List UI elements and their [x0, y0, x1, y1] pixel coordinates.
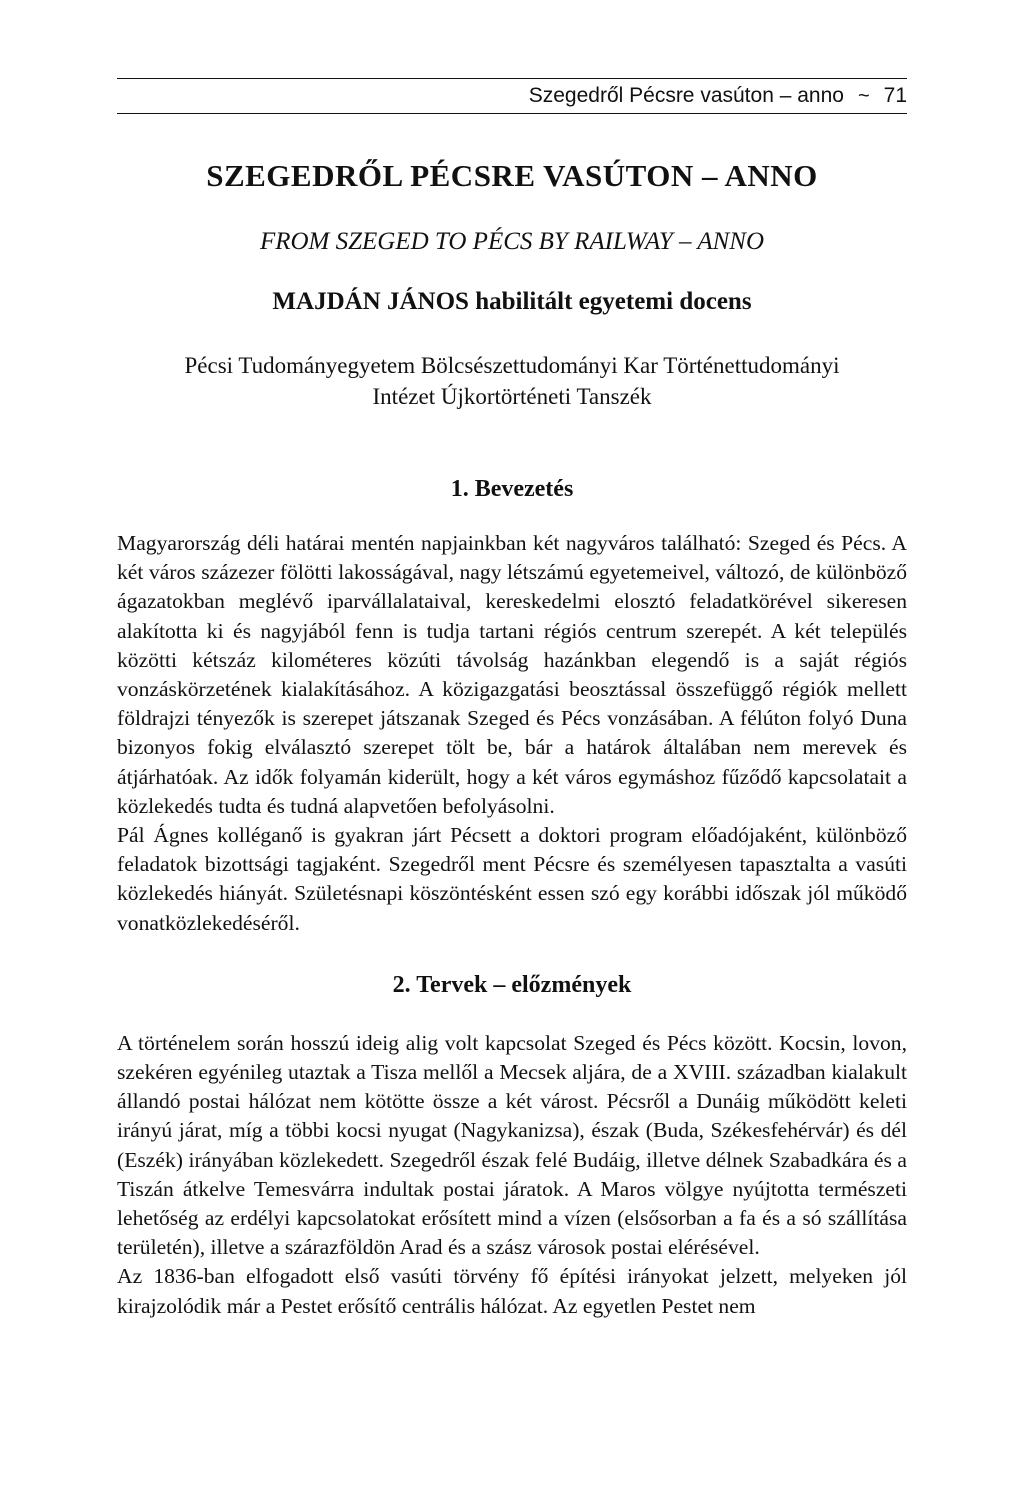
affiliation-line: Pécsi Tudományegyetem Bölcsészettudományi Kar Történettudományi: [184, 353, 840, 378]
section-heading: 2. Tervek – előzmények: [392, 971, 632, 998]
paragraph-text: Pál Ágnes kolléganő is gyakran járt Pécsett a doktori program előadójaként, különböző feladatok bizottsági tagjaként. Szegedről ment Pécsre és személyesen tapasztalta a vasúti közlekedés hiányát. Születésnapi köszöntésként essen szó egy korábbi időszak jól működő vonatközlekedéséről.: [117, 823, 907, 935]
header-separator: ~: [857, 84, 870, 107]
paragraph: Az 1836-ban elfogadott első vasúti törvény fő építési irányokat jelzett, melyeken jól kirajzolódik már a Pestet erősítő centrális hálózat. Az egyetlen Pestet nem: [117, 1264, 907, 1318]
section-heading: 1. Bevezetés: [450, 476, 574, 502]
affiliation-line: Intézet Újkortörténeti Tanszék: [372, 384, 652, 409]
paragraph: [117, 821, 907, 938]
article-title: SZEGEDRŐL PÉCSRE VASÚTON – ANNO: [206, 158, 818, 193]
article-subtitle: FROM SZEGED TO PÉCS BY RAILWAY – ANNO: [259, 228, 765, 255]
running-header: [117, 78, 907, 114]
running-header-title: Szegedről Pécsre vasúton – anno: [528, 84, 844, 107]
paragraph: A történelem során hosszú ideig alig volt kapcsolat Szeged és Pécs között. Kocsin, lovon, szekéren egyénileg utaztak a Tisza mellől a Mecsek aljára, de a XVIII. században kialakult állandó postai hálózat nem kötötte össze a két várost. Pécsről a Dunáig működött keleti irányú járat, míg a többi kocsi nyugat (Nagykanizsa), észak (Buda, Székesfehérvár) és dél (Eszék) irányában közlekedett. Szegedről észak felé Budáig, illetve délnek Szabadkára és a Tiszán átkelve Temesvárra indultak postai járatok. A Maros völgye nyújtotta természeti lehetőség az erdélyi kapcsolatokat erősített mind a vízen (elsősorban a fa és a só szállítása területén), illetve a szárazföldön Arad és a szász városok postai elérésével.: [117, 1030, 907, 1260]
page-number: 71: [883, 84, 907, 107]
document-page: [117, 72, 907, 1321]
affiliation: [117, 350, 907, 412]
author-line: MAJDÁN JÁNOS habilitált egyetemi docens: [272, 288, 752, 315]
paragraph: Magyarország déli határai mentén napjainkban két nagyváros található: Szeged és Pécs. A két város százezer fölötti lakosságával, nagy létszámú egyetemeivel, változó, de különböző ágazatokban meglévő iparvállalataival, kereskedelmi elosztó feladatkörével sikeresen alakította ki és nagyjából fenn is tudja tartani régiós centrum szerepét. A két település közötti kétszáz kilométeres közúti távolság hazánkban elegendő is a saját régiós vonzáskörzetének kialakításához. A közigazgatási beosztással összefüggő régiók mellett földrajzi tényezők is szerepet játszanak Szeged és Pécs vonzásában. A félúton folyó Duna bizonyos fokig elválasztó szerepet tölt be, bár a határok általában nem merevek és átjárhatóak. Az idők folyamán kiderült, hogy a két város egymáshoz fűződő kapcsolatait a közlekedés tudta és tudná alapvetően befolyásolni.: [117, 531, 907, 818]
